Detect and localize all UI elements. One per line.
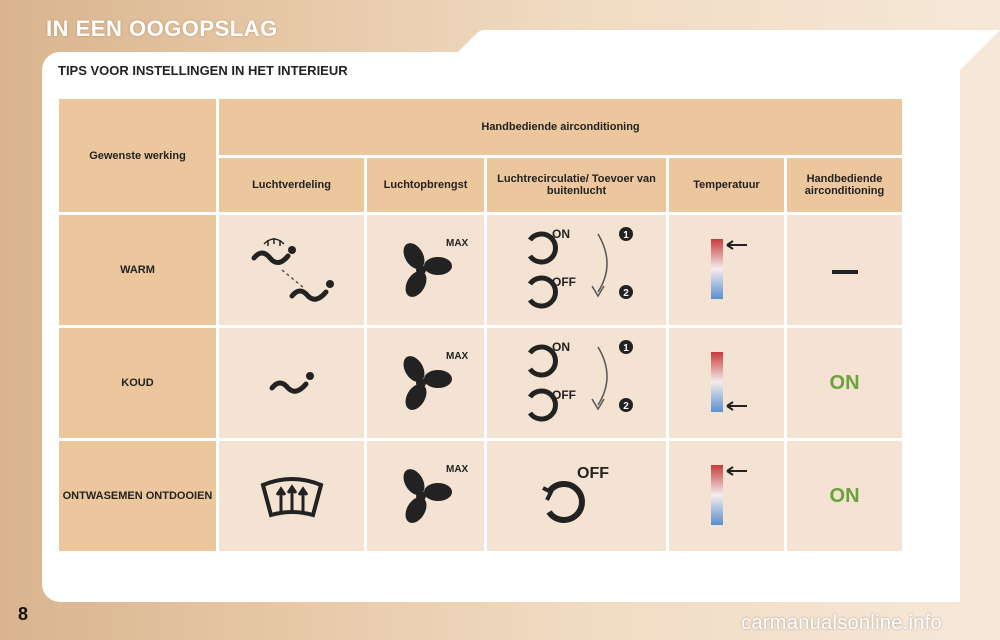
air-distribution-cell: [219, 215, 364, 325]
recirculation-icon: [512, 333, 642, 433]
svg-text:MAX: MAX: [445, 238, 468, 249]
air-flow-cell: [367, 328, 484, 438]
recirculation-cell: [487, 441, 666, 551]
recirculation-cell: [487, 328, 666, 438]
aircon-dash: [832, 270, 858, 274]
row-label-cold: KOUD: [59, 328, 216, 438]
recirculation-cell: [487, 215, 666, 325]
svg-text:MAX: MAX: [445, 464, 468, 475]
windscreen-demist-icon: [257, 471, 327, 521]
col-header-recirculation: Luchtrecirculatie/ Toevoer van buitenlucht: [487, 158, 666, 212]
svg-text:OFF: OFF: [576, 465, 609, 482]
svg-text:OFF: OFF: [551, 275, 576, 289]
svg-text:ON: ON: [551, 340, 570, 354]
air-distribution-icon: [262, 358, 322, 408]
col-header-air-distribution: Luchtverdeling: [219, 158, 364, 212]
page-number: 8: [18, 604, 29, 624]
col-header-temperature: Temperatuur: [669, 158, 784, 212]
svg-text:2: 2: [622, 401, 629, 412]
temperature-cell: [669, 441, 784, 551]
svg-text:2: 2: [622, 288, 629, 299]
temperature-gauge-icon: [697, 235, 757, 305]
svg-text:1: 1: [622, 343, 629, 354]
temperature-gauge-icon: [697, 461, 757, 531]
aircon-on-label: ON: [829, 484, 860, 507]
row-label-demist: ONTWASEMEN ONTDOOIEN: [59, 441, 216, 551]
aircon-cell: [787, 441, 902, 551]
aircon-cell: [787, 215, 902, 325]
air-distribution-cell: [219, 328, 364, 438]
settings-table: [56, 96, 905, 554]
air-flow-cell: [367, 215, 484, 325]
section-subtitle: TIPS VOOR INSTELLINGEN IN HET INTERIEUR: [58, 63, 348, 78]
col-header-manual-aircon: Handbediende airconditioning: [787, 158, 902, 212]
fan-max-icon: [386, 230, 466, 310]
temperature-cell: [669, 215, 784, 325]
svg-text:1: 1: [622, 230, 629, 241]
desired-operation-header: Gewenste werking: [59, 99, 216, 212]
aircon-cell: [787, 328, 902, 438]
air-distribution-icon: [242, 230, 342, 310]
svg-text:ON: ON: [551, 227, 570, 241]
table-row: [59, 328, 902, 438]
svg-text:OFF: OFF: [551, 388, 576, 402]
page-header-title: IN EEN OOGOPSLAG: [46, 16, 278, 41]
temperature-gauge-icon: [697, 348, 757, 418]
fan-max-icon: [386, 343, 466, 423]
table-row: [59, 441, 902, 551]
svg-text:MAX: MAX: [445, 351, 468, 362]
air-distribution-cell: [219, 441, 364, 551]
watermark: carmanualsonline.info: [741, 612, 942, 634]
recirculation-icon: [512, 220, 642, 320]
recirculation-off-icon: [527, 456, 627, 536]
col-header-air-flow: Luchtopbrengst: [367, 158, 484, 212]
temperature-cell: [669, 328, 784, 438]
table-row: [59, 215, 902, 325]
aircon-on-label: ON: [829, 371, 860, 394]
fan-max-icon: [386, 456, 466, 536]
manual-aircon-group-header: Handbediende airconditioning: [219, 99, 902, 155]
air-flow-cell: [367, 441, 484, 551]
row-label-warm: WARM: [59, 215, 216, 325]
